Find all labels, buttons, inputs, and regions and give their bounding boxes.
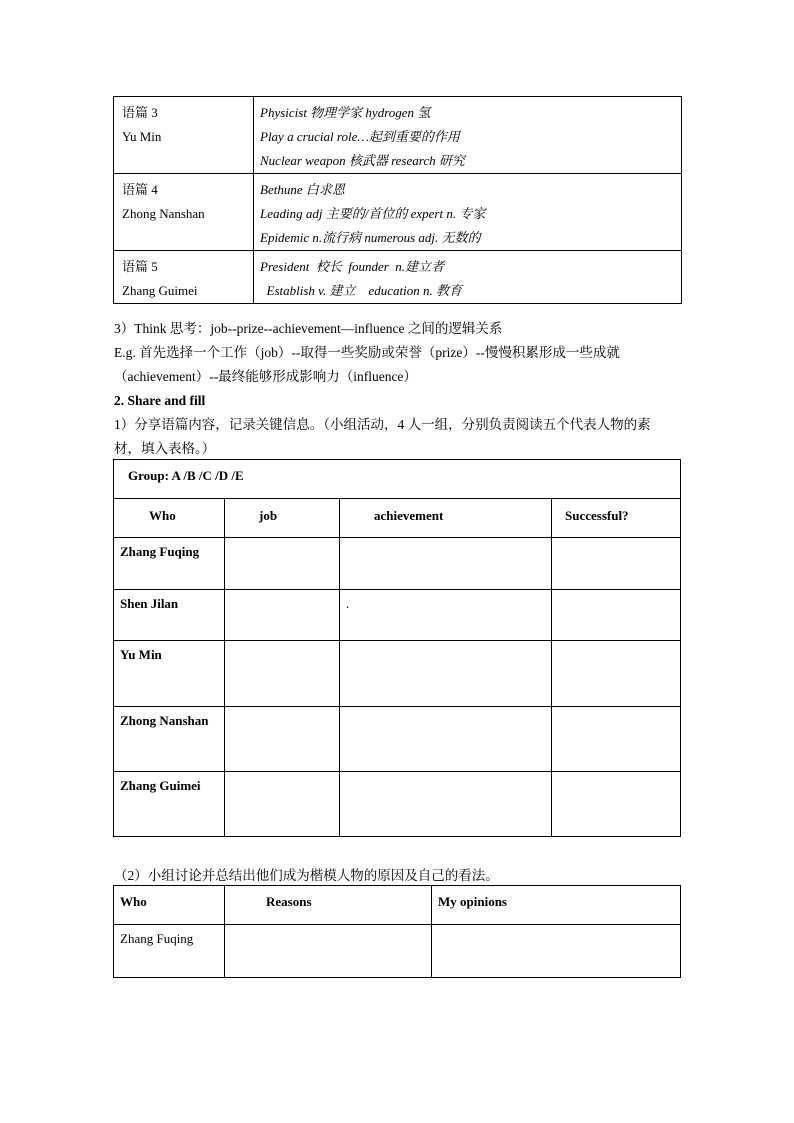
header-text: job: [259, 508, 278, 523]
group-row: [114, 460, 681, 499]
instruction-line-2: 材，填入表格。）: [114, 441, 216, 456]
group-label-cell[interactable]: [114, 460, 681, 499]
vocab-table: [113, 96, 682, 304]
vocab-line: Leading adj 主要的/首位的 expert n. 专家: [260, 206, 486, 221]
vocab-words-cell: [254, 97, 682, 174]
header-text: Successful?: [565, 508, 629, 523]
vocab-words-cell: [254, 174, 682, 251]
achievement-cell[interactable]: [340, 772, 552, 837]
person-name: Zhang Fuqing: [120, 931, 194, 946]
achievement-cell[interactable]: [340, 590, 552, 641]
job-cell[interactable]: [225, 641, 340, 707]
table-row: [114, 641, 681, 707]
think-example-line-2: （achievement）--最终能够形成影响力（influence）: [114, 369, 417, 384]
table-row: [114, 925, 681, 978]
section-heading: 2. Share and fill: [114, 393, 206, 408]
vocab-row-label-cell: [114, 174, 254, 251]
vocab-line: Bethune 白求恩: [260, 182, 345, 197]
successful-cell[interactable]: [552, 772, 681, 837]
header-text: Who: [149, 508, 176, 523]
header-text: Reasons: [266, 894, 312, 909]
dot-mark: .: [346, 596, 350, 611]
vocab-row-4: [114, 174, 682, 251]
vocab-row-5: [114, 251, 682, 304]
vocab-row-label-cell: [114, 251, 254, 304]
job-cell[interactable]: [225, 707, 340, 772]
successful-cell[interactable]: [552, 538, 681, 590]
header-achievement: [340, 499, 552, 538]
who-cell: [114, 772, 225, 837]
passage-label: 语篇 5: [122, 259, 158, 274]
vocab-line: Play a crucial role…起到重要的作用: [260, 129, 460, 144]
vocab-words-cell: [254, 251, 682, 304]
group-label: Group: A /B /C /D /E: [128, 468, 244, 483]
job-cell[interactable]: [225, 772, 340, 837]
person-name: Zhang Fuqing: [120, 544, 200, 559]
person-name: Zhong Nanshan: [120, 713, 209, 728]
header-who: [114, 886, 225, 925]
header-reasons: [225, 886, 432, 925]
think-line-1: 3）Think 思考：job--prize--achievement—influence 之间的逻辑关系: [114, 321, 503, 336]
achievement-cell[interactable]: [340, 707, 552, 772]
opinions-cell[interactable]: [432, 925, 681, 978]
person-name: Yu Min: [120, 647, 162, 662]
successful-cell[interactable]: [552, 590, 681, 641]
achievement-cell[interactable]: [340, 641, 552, 707]
header-row: [114, 886, 681, 925]
header-who: [114, 499, 225, 538]
instruction-line-1: 1）分享语篇内容，记录关键信息。（小组活动，4 人一组，分别负责阅读五个代表人物的素: [114, 417, 651, 432]
table-row: [114, 772, 681, 837]
vocab-line: Physicist 物理学家 hydrogen 氢: [260, 105, 431, 120]
who-cell: [114, 707, 225, 772]
person-name: Zhong Nanshan: [122, 206, 205, 221]
achievement-cell[interactable]: [340, 538, 552, 590]
header-row: [114, 499, 681, 538]
who-cell: [114, 538, 225, 590]
vocab-row-label-cell: [114, 97, 254, 174]
who-cell: [114, 641, 225, 707]
vocab-row-3: [114, 97, 682, 174]
vocab-line: Establish v. 建立 education n. 教育: [260, 283, 462, 298]
group-table: [113, 459, 681, 837]
discussion-table: [113, 885, 681, 978]
person-name: Shen Jilan: [120, 596, 179, 611]
header-text: Who: [120, 894, 147, 909]
person-name: Zhang Guimei: [122, 283, 198, 298]
passage-label: 语篇 3: [122, 105, 158, 120]
passage-label: 语篇 4: [122, 182, 158, 197]
job-cell[interactable]: [225, 538, 340, 590]
who-cell: [114, 590, 225, 641]
vocab-line: Epidemic n.流行病 numerous adj. 无数的: [260, 230, 481, 245]
header-successful: [552, 499, 681, 538]
table-row: [114, 538, 681, 590]
vocab-line: President 校长 founder n.建立者: [260, 259, 445, 274]
header-opinions: [432, 886, 681, 925]
table-row: [114, 707, 681, 772]
header-text: My opinions: [438, 894, 507, 909]
successful-cell[interactable]: [552, 707, 681, 772]
job-cell[interactable]: [225, 590, 340, 641]
think-example-line-1: E.g. 首先选择一个工作（job）--取得一些奖励或荣誉（prize）--慢慢积累形成一些成就: [114, 345, 620, 360]
who-cell: [114, 925, 225, 978]
header-job: [225, 499, 340, 538]
person-name: Zhang Guimei: [120, 778, 201, 793]
reasons-cell[interactable]: [225, 925, 432, 978]
vocab-line: Nuclear weapon 核武器 research 研究: [260, 153, 465, 168]
table-row: [114, 590, 681, 641]
successful-cell[interactable]: [552, 641, 681, 707]
header-text: achievement: [374, 508, 444, 523]
discussion-instruction: （2）小组讨论并总结出他们成为楷模人物的原因及自己的看法。: [114, 868, 499, 883]
person-name: Yu Min: [122, 129, 162, 144]
